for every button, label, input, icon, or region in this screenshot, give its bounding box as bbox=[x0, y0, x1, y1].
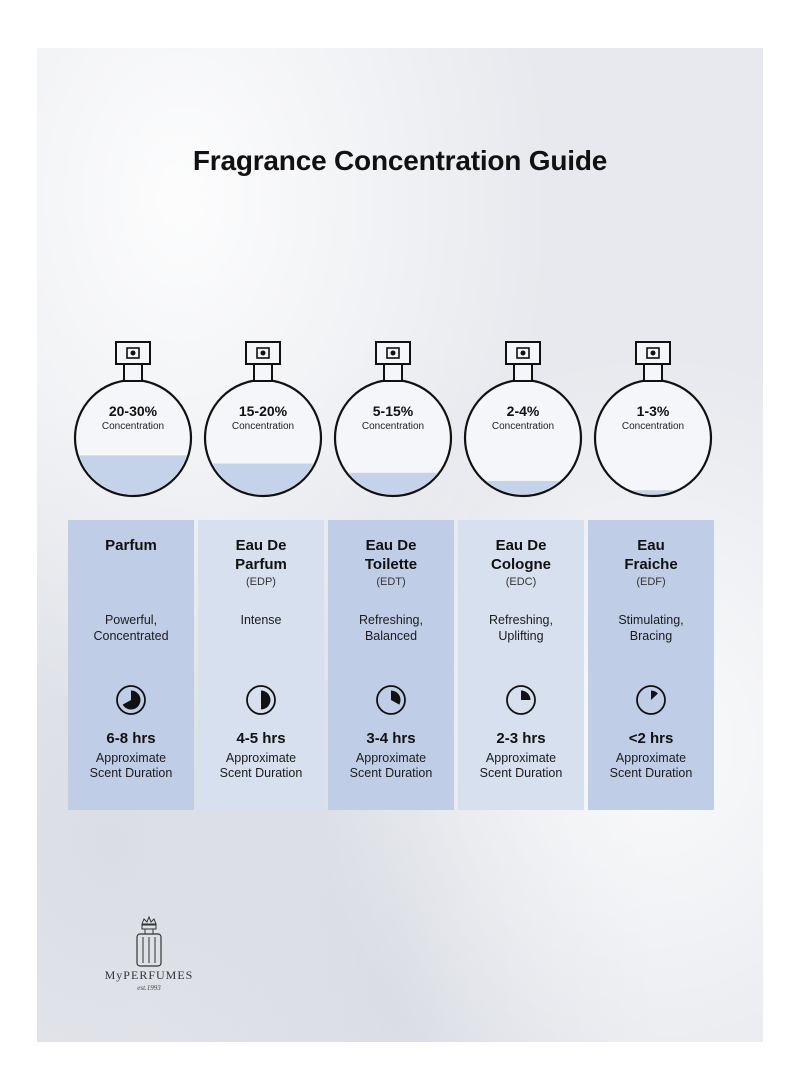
type-name bbox=[198, 536, 324, 574]
duration-hours: <2 hrs bbox=[628, 730, 674, 747]
type-name-line1: Eau De bbox=[235, 537, 287, 554]
brand-logo bbox=[104, 916, 194, 996]
liquid-level bbox=[335, 473, 451, 496]
duration-hours: 3-4 hrs bbox=[366, 730, 416, 747]
type-name-line1: Eau De bbox=[495, 537, 547, 554]
concentration-label: Concentration bbox=[491, 421, 555, 432]
concentration-percent: 2-4% bbox=[506, 403, 540, 419]
duration-wedge bbox=[261, 691, 271, 710]
bottle-edt bbox=[323, 338, 463, 498]
bottle-parfum bbox=[63, 338, 203, 498]
duration-hours: 6-8 hrs bbox=[106, 730, 156, 747]
description-line2: Uplifting bbox=[498, 629, 544, 643]
column-edp bbox=[198, 520, 324, 810]
bottle-edp bbox=[193, 338, 333, 498]
type-name-line1: Parfum bbox=[105, 537, 157, 554]
duration-caption-line2: Scent Duration bbox=[219, 766, 303, 780]
column-edc bbox=[458, 520, 584, 810]
bottle-edc bbox=[453, 338, 593, 498]
type-name-line2: Parfum bbox=[235, 556, 287, 573]
type-description bbox=[588, 612, 714, 644]
brand-name: MyPERFUMES bbox=[104, 968, 194, 982]
duration-caption bbox=[68, 751, 194, 781]
description-line1: Intense bbox=[240, 613, 282, 627]
description-line1: Stimulating, bbox=[618, 613, 684, 627]
concentration-label: Concentration bbox=[361, 421, 425, 432]
duration-caption-line2: Scent Duration bbox=[349, 766, 433, 780]
liquid-level bbox=[75, 455, 191, 496]
duration-caption-line1: Approximate bbox=[95, 751, 167, 765]
column-parfum bbox=[68, 520, 194, 810]
type-abbreviation: (EDT) bbox=[376, 576, 406, 588]
duration-caption-line1: Approximate bbox=[225, 751, 297, 765]
duration-caption-line1: Approximate bbox=[355, 751, 427, 765]
duration-caption-line2: Scent Duration bbox=[479, 766, 563, 780]
duration-caption-line1: Approximate bbox=[615, 751, 687, 765]
type-name bbox=[328, 536, 454, 574]
description-line1: Refreshing, bbox=[489, 613, 553, 627]
description-line2: Concentrated bbox=[93, 629, 169, 643]
duration-caption-line2: Scent Duration bbox=[609, 766, 693, 780]
type-description bbox=[198, 612, 324, 628]
concentration-label: Concentration bbox=[101, 421, 165, 432]
duration-clock-icon bbox=[374, 683, 408, 717]
type-name-line1: Eau bbox=[637, 537, 665, 554]
type-name-line2: Fraiche bbox=[624, 556, 678, 573]
type-name-line2: Cologne bbox=[491, 556, 551, 573]
brand-tagline: est.1993 bbox=[137, 984, 161, 992]
page-title: Fragrance Concentration Guide bbox=[192, 145, 608, 176]
duration-wedge bbox=[651, 691, 658, 701]
concentration-percent: 15-20% bbox=[238, 403, 288, 419]
duration-clock-icon bbox=[244, 683, 278, 717]
description-line1: Powerful, bbox=[104, 613, 158, 627]
type-name-line2: Toilette bbox=[364, 556, 418, 573]
type-description bbox=[328, 612, 454, 644]
duration-clock-icon bbox=[504, 683, 538, 717]
bottle-row bbox=[0, 338, 800, 498]
column-edt bbox=[328, 520, 454, 810]
type-name bbox=[68, 536, 194, 555]
concentration-percent: 5-15% bbox=[372, 403, 414, 419]
concentration-label: Concentration bbox=[231, 421, 295, 432]
duration-caption bbox=[458, 751, 584, 781]
duration-caption-line2: Scent Duration bbox=[89, 766, 173, 780]
description-line2: Bracing bbox=[629, 629, 673, 643]
duration-caption bbox=[198, 751, 324, 781]
duration-wedge bbox=[521, 691, 531, 701]
column-edf bbox=[588, 520, 714, 810]
duration-wedge bbox=[123, 691, 141, 710]
duration-wedge bbox=[391, 691, 400, 705]
duration-caption bbox=[328, 751, 454, 781]
type-abbreviation: (EDP) bbox=[246, 576, 276, 588]
duration-hours: 2-3 hrs bbox=[496, 730, 546, 747]
concentration-label: Concentration bbox=[621, 421, 685, 432]
duration-clock-icon bbox=[114, 683, 148, 717]
perfume-bottle-logo-icon bbox=[104, 916, 194, 968]
type-name-line1: Eau De bbox=[365, 537, 417, 554]
description-line1: Refreshing, bbox=[359, 613, 423, 627]
description-line2: Balanced bbox=[364, 629, 418, 643]
concentration-percent: 20-30% bbox=[108, 403, 158, 419]
duration-caption bbox=[588, 751, 714, 781]
duration-hours: 4-5 hrs bbox=[236, 730, 286, 747]
clock-icon bbox=[374, 683, 408, 722]
liquid-level bbox=[465, 481, 581, 496]
type-name bbox=[588, 536, 714, 574]
clock-icon bbox=[504, 683, 538, 722]
bottle-edf bbox=[583, 338, 723, 498]
clock-icon bbox=[244, 683, 278, 722]
type-abbreviation: (EDC) bbox=[505, 576, 537, 588]
clock-icon bbox=[114, 683, 148, 722]
duration-caption-line1: Approximate bbox=[485, 751, 557, 765]
concentration-percent: 1-3% bbox=[636, 403, 670, 419]
type-abbreviation: (EDF) bbox=[636, 576, 666, 588]
type-description bbox=[458, 612, 584, 644]
type-name bbox=[458, 536, 584, 574]
type-description bbox=[68, 612, 194, 644]
clock-icon bbox=[634, 683, 668, 722]
duration-clock-icon bbox=[634, 683, 668, 717]
